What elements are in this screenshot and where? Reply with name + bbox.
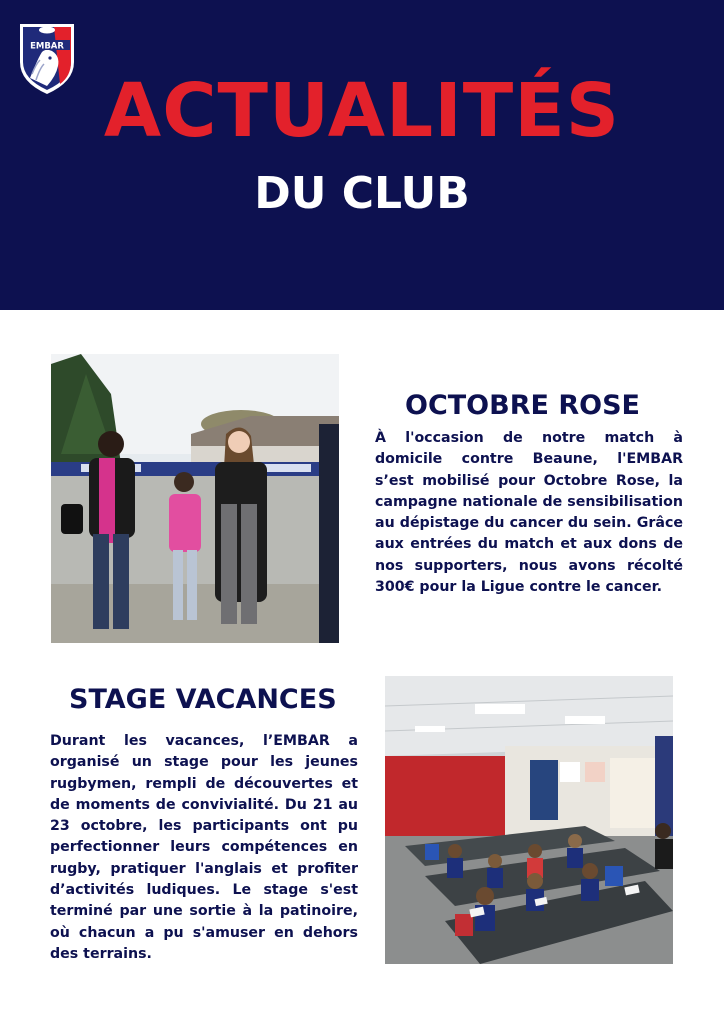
header-banner — [0, 0, 724, 310]
logo-text: EMBAR — [30, 41, 64, 52]
stage-vacances-title: STAGE VACANCES — [69, 684, 337, 715]
page-subtitle: DU CLUB — [254, 168, 470, 219]
octobre-rose-title: OCTOBRE ROSE — [405, 390, 640, 421]
octobre-rose-text: À l'occasion de notre match à domicile contre Beaune, l'EMBAR s’est mobilisé pour Octobre Rose, la campagne nationale de sensibilisation au dépistage du cancer du sein. Grâce aux entrées du match et aux dons de nos supporters, nous avons récolté 300€ pour la Ligue contre le cancer. — [375, 430, 683, 596]
stage-vacances-text: Durant les vacances, l’EMBAR a organisé un stage pour les jeunes rugbymen, rempli de découvertes et de moments de convivialité. Du 21 au 23 octobre, les participants ont pu perfectionner leurs compétences en rugby, pratiquer l'anglais et profiter d’activités ludiques. Le stage s'est terminé par une sortie à la patinoire, où chacun a pu s'amuser en dehors des terrains. — [50, 733, 358, 962]
page-title: ACTUALITÉS — [103, 68, 621, 154]
stage-vacances-photo — [385, 676, 673, 964]
octobre-rose-photo — [51, 354, 339, 643]
